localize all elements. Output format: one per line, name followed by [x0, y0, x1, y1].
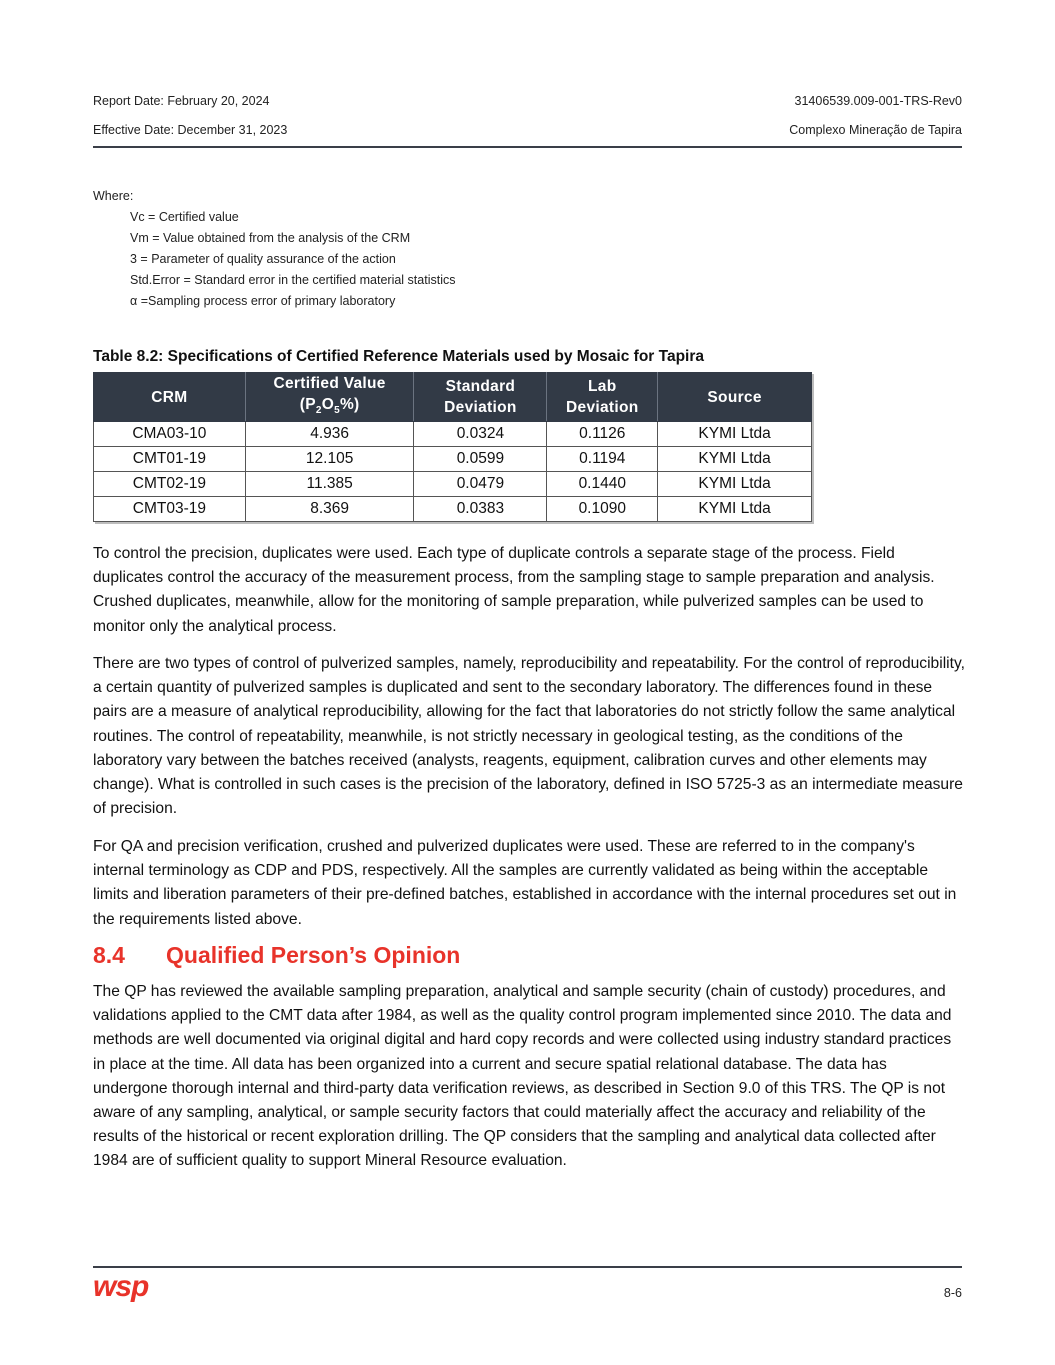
cell-lab-deviation: 0.1126	[547, 422, 658, 447]
cell-crm: CMT01-19	[94, 447, 246, 472]
col-header-standard-deviation: Standard Deviation	[414, 373, 547, 422]
footer-divider	[93, 1266, 962, 1268]
cell-standard-deviation: 0.0479	[414, 472, 547, 497]
formula-legend	[93, 186, 455, 312]
crm-specifications-table	[93, 372, 812, 522]
paragraph-qp-opinion: The QP has reviewed the available sampling preparation, analytical and sample security (chain of custody) procedures, and validations applied to the CMT data after 1984, as well as the quality control program implemented since 2010. The data and methods are well documented via original digital and hard copy records and were collected using industry standard practices in place at the time. All data has been organized into a current and secure spatial relational database. The data has undergone thorough internal and third-party data verification reviews, as described in Section 9.0 of this TRS. The QP is not aware of any sampling, analytical, or sample security factors that could materially affect the accuracy and reliability of the results of the historical or recent exploration drilling. The QP considers that the sampling and analytical data collected after 1984 are of sufficient quality to support Mineral Resource evaluation.	[93, 983, 952, 1170]
legend-title: Where:	[93, 189, 134, 203]
section-heading	[93, 942, 460, 969]
cell-source: KYMI Ltda	[658, 472, 812, 497]
col-header-lab-deviation: Lab Deviation	[547, 373, 658, 422]
legend-item: 3 = Parameter of quality assurance of the action	[130, 252, 396, 266]
section-number: 8.4	[93, 942, 125, 968]
effective-date: Effective Date: December 31, 2023	[93, 123, 288, 137]
section-title: Qualified Person’s Opinion	[166, 942, 461, 968]
cell-certified-value: 4.936	[245, 422, 414, 447]
report-date: Report Date: February 20, 2024	[93, 94, 270, 108]
legend-item: Vc = Certified value	[130, 210, 239, 224]
table-caption: Table 8.2: Specifications of Certified Reference Materials used by Mosaic for Tapira	[93, 348, 704, 365]
table-row	[94, 422, 812, 447]
svg-text:wsp: wsp	[93, 1274, 149, 1303]
cell-certified-value: 12.105	[245, 447, 414, 472]
col-header-source: Source	[658, 373, 812, 422]
table-row	[94, 447, 812, 472]
cell-certified-value: 11.385	[245, 472, 414, 497]
table-row	[94, 497, 812, 522]
cell-source: KYMI Ltda	[658, 497, 812, 522]
legend-item: Vm = Value obtained from the analysis of the CRM	[130, 231, 411, 245]
cell-standard-deviation: 0.0383	[414, 497, 547, 522]
cell-lab-deviation: 0.1090	[547, 497, 658, 522]
legend-item: α =Sampling process error of primary laboratory	[130, 294, 396, 308]
cell-crm: CMT03-19	[94, 497, 246, 522]
cell-crm: CMA03-10	[94, 422, 246, 447]
cell-source: KYMI Ltda	[658, 447, 812, 472]
wsp-logo	[93, 1274, 157, 1313]
col-header-certified-value: Certified Value $(P_2O_5\%)$	[245, 373, 414, 422]
legend-item: Std.Error = Standard error in the certified material statistics	[130, 273, 456, 287]
header-divider	[93, 146, 962, 148]
cell-certified-value: 8.369	[245, 497, 414, 522]
page-number: 8-6	[943, 1286, 962, 1300]
table-header-row	[94, 373, 812, 422]
paragraph-qa-verification: For QA and precision verification, crushed and pulverized duplicates were used. These are referred to in the company's internal terminology as CDP and PDS, respectively. All the samples are currently validated as being within the acceptable limits and liberation parameters of their pre-defined batches, established in accordance with the internal procedures set out in the requirements listed above.	[93, 838, 957, 928]
paragraph-duplicates: To control the precision, duplicates were used. Each type of duplicate controls a separate stage of the process. Field duplicates control the accuracy of the measurement process, from the sampling stage to sample preparation and analysis. Crushed duplicates, meanwhile, allow for the monitoring of sample preparation, while pulverized samples can be used to monitor only the analytical process.	[93, 545, 935, 635]
cell-standard-deviation: 0.0599	[414, 447, 547, 472]
cell-standard-deviation: 0.0324	[414, 422, 547, 447]
table-row	[94, 472, 812, 497]
paragraph-pulverized-control: There are two types of control of pulverized samples, namely, reproducibility and repeatability. For the control of reproducibility, a certain quantity of pulverized samples is duplicated and sent to the secondary laboratory. The differences found in these pairs are a measure of analytical reproducibility, allowing for the fact that laboratories do not strictly follow the same analytical routines. The control of repeatability, meanwhile, is not strictly necessary in geological testing, as the conditions of the laboratory vary between the batches received (analysts, reagents, equipment, calibration curves and other elements may change). What is controlled in such cases is the precision of the laboratory, defined in ISO 5725-3 as an intermediate measure of precision.	[93, 655, 965, 818]
project-name: Complexo Mineração de Tapira	[789, 123, 962, 137]
cell-lab-deviation: 0.1440	[547, 472, 658, 497]
col-header-crm: CRM	[94, 373, 246, 422]
cell-crm: CMT02-19	[94, 472, 246, 497]
cell-lab-deviation: 0.1194	[547, 447, 658, 472]
document-id: 31406539.009-001-TRS-Rev0	[794, 94, 962, 108]
cell-source: KYMI Ltda	[658, 422, 812, 447]
